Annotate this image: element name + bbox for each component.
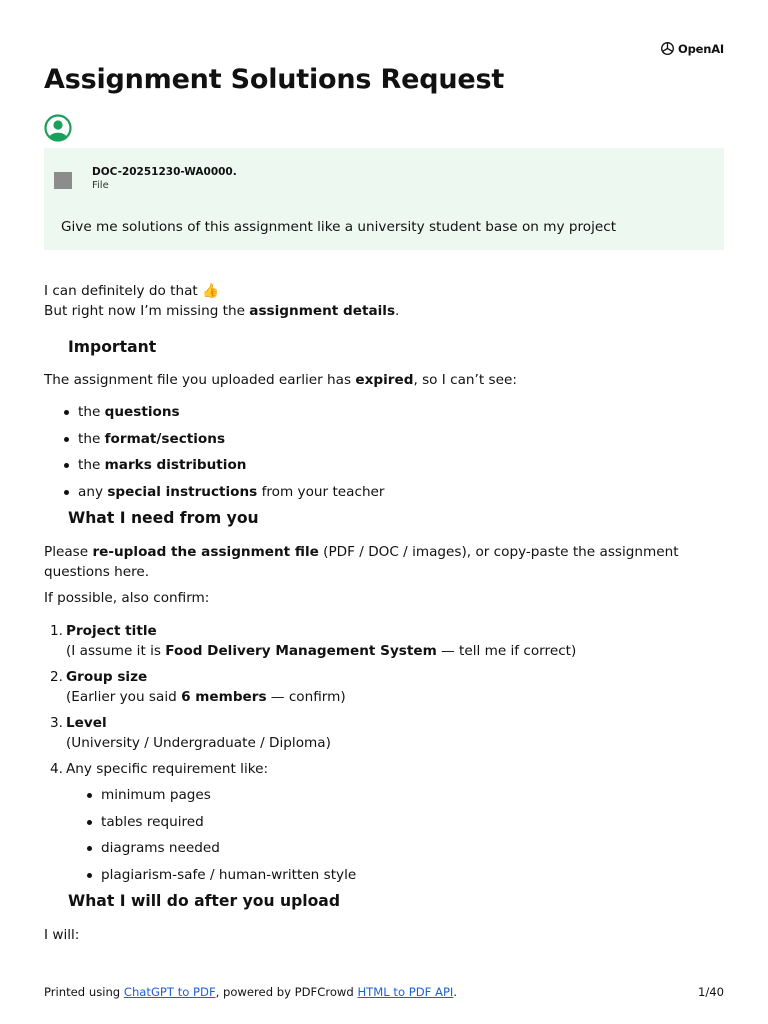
missing-items-list	[44, 402, 724, 508]
list-item: 1. Project title (I assume it is Food Delivery Management System — tell me if correct)	[50, 623, 577, 659]
list-item: minimum pages	[66, 785, 724, 812]
brand	[660, 41, 724, 56]
intro-line-1: I can definitely do that 👍	[44, 283, 219, 299]
list-item: 2. Group size (Earlier you said 6 members — confirm)	[50, 669, 346, 705]
user-avatar-icon	[44, 114, 72, 146]
confirm-list	[44, 621, 724, 891]
list-item: the marks distribution	[44, 455, 724, 482]
list-item: the questions	[44, 402, 724, 429]
list-item: the format/sections	[44, 429, 724, 456]
list-item: plagiarism-safe / human-written style	[66, 865, 724, 892]
list-item: tables required	[66, 812, 724, 839]
page-number: 1/40	[697, 985, 724, 999]
list-item: any special instructions from your teacher	[44, 482, 724, 509]
user-message-text: Give me solutions of this assignment like a university student base on my project	[61, 219, 617, 235]
list-item: 4. Any specific requirement like: minimum pages tables required diagrams needed plagiarism-safe / human-written style	[44, 759, 724, 891]
user-message	[44, 148, 724, 250]
attachment-name[interactable]: DOC-20251230-WA0000.	[92, 166, 237, 178]
confirm-text: If possible, also confirm:	[44, 590, 210, 606]
chatgpt-to-pdf-link[interactable]: ChatGPT to PDF	[123, 985, 216, 999]
list-item: diagrams needed	[66, 838, 724, 865]
list-item: 3. Level (University / Undergraduate / Diploma)	[50, 715, 331, 751]
requirement-sublist	[66, 785, 724, 891]
attachment-type: File	[92, 180, 109, 191]
html-to-pdf-api-link[interactable]: HTML to PDF API	[357, 985, 454, 999]
brand-name: OpenAI	[678, 41, 724, 56]
heading-after-upload: What I will do after you upload	[68, 892, 340, 910]
footer: Printed using ChatGPT to PDF, powered by PDFCrowd HTML to PDF API. 1/40	[44, 985, 724, 999]
file-icon	[54, 172, 72, 189]
need-text: Please re-upload the assignment file (PDF / DOC / images), or copy-paste the assignment questions here.	[44, 544, 679, 580]
after-text: I will:	[44, 927, 80, 943]
important-text: The assignment file you uploaded earlier has expired, so I can’t see:	[44, 372, 517, 388]
thumbs-up-icon: 👍	[202, 283, 219, 299]
page-title: Assignment Solutions Request	[44, 64, 505, 95]
openai-logo-icon	[660, 41, 675, 56]
heading-what-i-need: What I need from you	[68, 509, 259, 527]
assistant-response	[44, 281, 724, 945]
intro-line-2: But right now I’m missing the assignment details.	[44, 303, 400, 319]
heading-important: Important	[68, 338, 157, 356]
